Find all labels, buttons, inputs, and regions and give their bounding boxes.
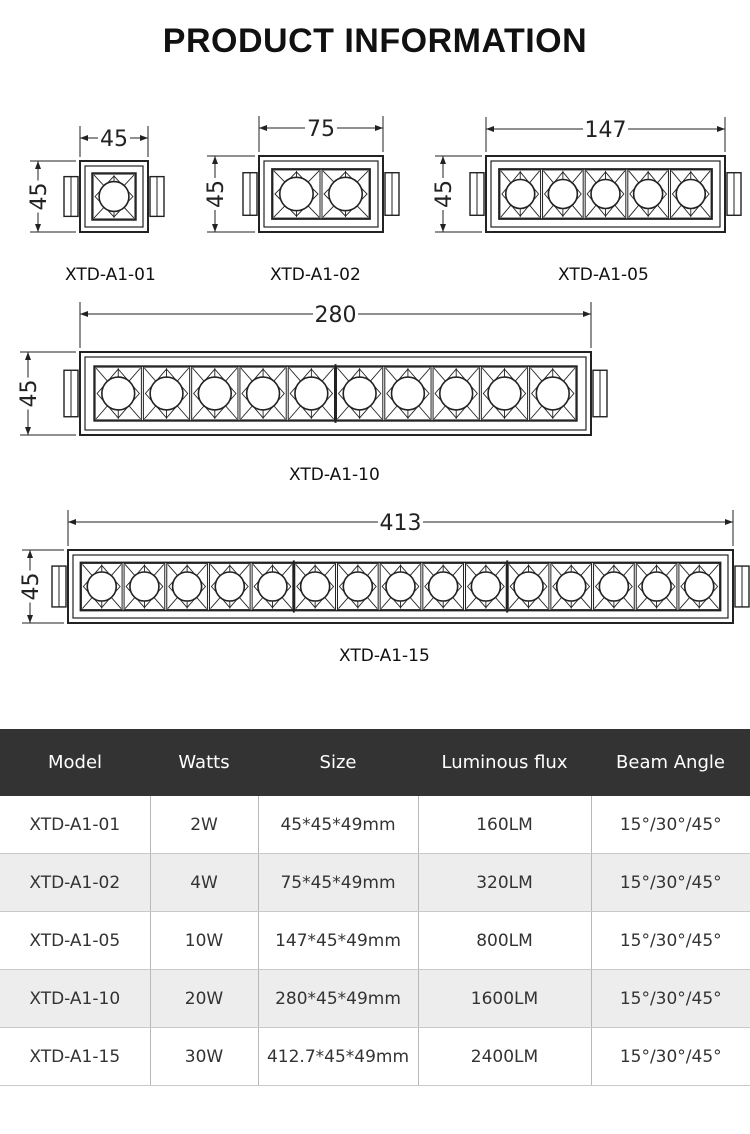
cell-beam-angle: 15°/30°/45° bbox=[591, 912, 750, 970]
drawing-2 bbox=[204, 116, 399, 232]
cell-model: XTD-A1-01 bbox=[0, 796, 150, 854]
arrow-icon bbox=[35, 224, 41, 232]
arrow-icon bbox=[27, 615, 33, 623]
lens-icon bbox=[471, 572, 500, 601]
cell-watts: 20W bbox=[150, 970, 258, 1028]
lens-icon bbox=[386, 572, 415, 601]
cell-beam-angle: 15°/30°/45° bbox=[591, 970, 750, 1028]
lens-icon bbox=[102, 377, 135, 410]
arrow-icon bbox=[259, 125, 267, 131]
lens-icon bbox=[642, 572, 671, 601]
lens-icon bbox=[215, 572, 244, 601]
lens-icon bbox=[488, 377, 521, 410]
lens-icon bbox=[599, 572, 628, 601]
lens-icon bbox=[343, 377, 376, 410]
lens-icon bbox=[676, 180, 705, 209]
header-model: Model bbox=[0, 729, 150, 796]
cell-flux: 320LM bbox=[418, 854, 591, 912]
lens-icon bbox=[150, 377, 183, 410]
lens-icon bbox=[247, 377, 280, 410]
cell-model: XTD-A1-02 bbox=[0, 854, 150, 912]
lens-icon bbox=[429, 572, 458, 601]
lens-icon bbox=[343, 572, 372, 601]
drawing-caption-3: XTD-A1-05 bbox=[558, 265, 649, 285]
cell-watts: 4W bbox=[150, 854, 258, 912]
lens-icon bbox=[685, 572, 714, 601]
cell-model: XTD-A1-05 bbox=[0, 912, 150, 970]
lens-icon bbox=[440, 377, 473, 410]
lens-icon bbox=[198, 377, 231, 410]
header-size: Size bbox=[258, 729, 418, 796]
arrow-icon bbox=[375, 125, 383, 131]
lens-icon bbox=[329, 177, 362, 210]
arrow-icon bbox=[486, 126, 494, 132]
spec-table bbox=[0, 729, 750, 1086]
lens-icon bbox=[130, 572, 159, 601]
page-title: PRODUCT INFORMATION bbox=[162, 22, 588, 60]
table-header-row bbox=[0, 729, 750, 796]
lens-icon bbox=[301, 572, 330, 601]
lens-icon bbox=[536, 377, 569, 410]
cell-size: 412.7*45*49mm bbox=[258, 1028, 418, 1086]
arrow-icon bbox=[140, 135, 148, 141]
height-label: 45 bbox=[17, 379, 42, 408]
arrow-icon bbox=[212, 224, 218, 232]
height-label: 45 bbox=[432, 180, 457, 208]
table-row bbox=[0, 1028, 750, 1086]
cell-model: XTD-A1-10 bbox=[0, 970, 150, 1028]
cell-beam-angle: 15°/30°/45° bbox=[591, 796, 750, 854]
arrow-icon bbox=[80, 311, 88, 317]
table-row bbox=[0, 854, 750, 912]
table-row bbox=[0, 970, 750, 1028]
cell-beam-angle: 15°/30°/45° bbox=[591, 854, 750, 912]
lens-icon bbox=[514, 572, 543, 601]
arrow-icon bbox=[80, 135, 88, 141]
arrow-icon bbox=[212, 156, 218, 164]
drawing-3 bbox=[432, 117, 741, 232]
arrow-icon bbox=[68, 519, 76, 525]
arrow-icon bbox=[717, 126, 725, 132]
cell-watts: 2W bbox=[150, 796, 258, 854]
header-watts: Watts bbox=[150, 729, 258, 796]
lens-icon bbox=[557, 572, 586, 601]
lens-icon bbox=[87, 572, 116, 601]
lens-icon bbox=[258, 572, 287, 601]
cell-watts: 30W bbox=[150, 1028, 258, 1086]
height-label: 45 bbox=[19, 572, 44, 601]
cell-size: 147*45*49mm bbox=[258, 912, 418, 970]
cell-model: XTD-A1-15 bbox=[0, 1028, 150, 1086]
cell-flux: 2400LM bbox=[418, 1028, 591, 1086]
lens-icon bbox=[634, 180, 663, 209]
cell-size: 75*45*49mm bbox=[258, 854, 418, 912]
lens-icon bbox=[295, 377, 328, 410]
lens-icon bbox=[591, 180, 620, 209]
drawing-4 bbox=[17, 302, 607, 435]
width-label: 413 bbox=[379, 511, 422, 536]
header-luminous-flux: Luminous flux bbox=[418, 729, 591, 796]
arrow-icon bbox=[25, 427, 31, 435]
cell-beam-angle: 15°/30°/45° bbox=[591, 1028, 750, 1086]
arrow-icon bbox=[35, 161, 41, 169]
drawing-caption-5: XTD-A1-15 bbox=[339, 646, 430, 666]
drawing-5 bbox=[19, 510, 749, 623]
cell-flux: 1600LM bbox=[418, 970, 591, 1028]
header-beam-angle: Beam Angle bbox=[591, 729, 750, 796]
width-label: 75 bbox=[307, 117, 335, 142]
lens-icon bbox=[99, 182, 129, 212]
lens-icon bbox=[548, 180, 577, 209]
lens-icon bbox=[280, 177, 313, 210]
table-row bbox=[0, 912, 750, 970]
height-label: 45 bbox=[204, 180, 229, 208]
width-label: 280 bbox=[314, 303, 357, 328]
table-row bbox=[0, 796, 750, 854]
lens-icon bbox=[173, 572, 202, 601]
arrow-icon bbox=[583, 311, 591, 317]
lens-icon bbox=[506, 180, 535, 209]
arrow-icon bbox=[27, 550, 33, 558]
cell-watts: 10W bbox=[150, 912, 258, 970]
drawing-caption-4: XTD-A1-10 bbox=[289, 465, 380, 485]
arrow-icon bbox=[725, 519, 733, 525]
lens-icon bbox=[392, 377, 425, 410]
drawing-caption-2: XTD-A1-02 bbox=[270, 265, 361, 285]
drawing-caption-1: XTD-A1-01 bbox=[65, 265, 156, 285]
drawing-1 bbox=[27, 126, 164, 232]
arrow-icon bbox=[440, 156, 446, 164]
width-label: 45 bbox=[100, 127, 128, 152]
arrow-icon bbox=[25, 352, 31, 360]
arrow-icon bbox=[440, 224, 446, 232]
cell-flux: 800LM bbox=[418, 912, 591, 970]
cell-flux: 160LM bbox=[418, 796, 591, 854]
height-label: 45 bbox=[27, 182, 52, 211]
width-label: 147 bbox=[584, 118, 627, 143]
cell-size: 280*45*49mm bbox=[258, 970, 418, 1028]
cell-size: 45*45*49mm bbox=[258, 796, 418, 854]
